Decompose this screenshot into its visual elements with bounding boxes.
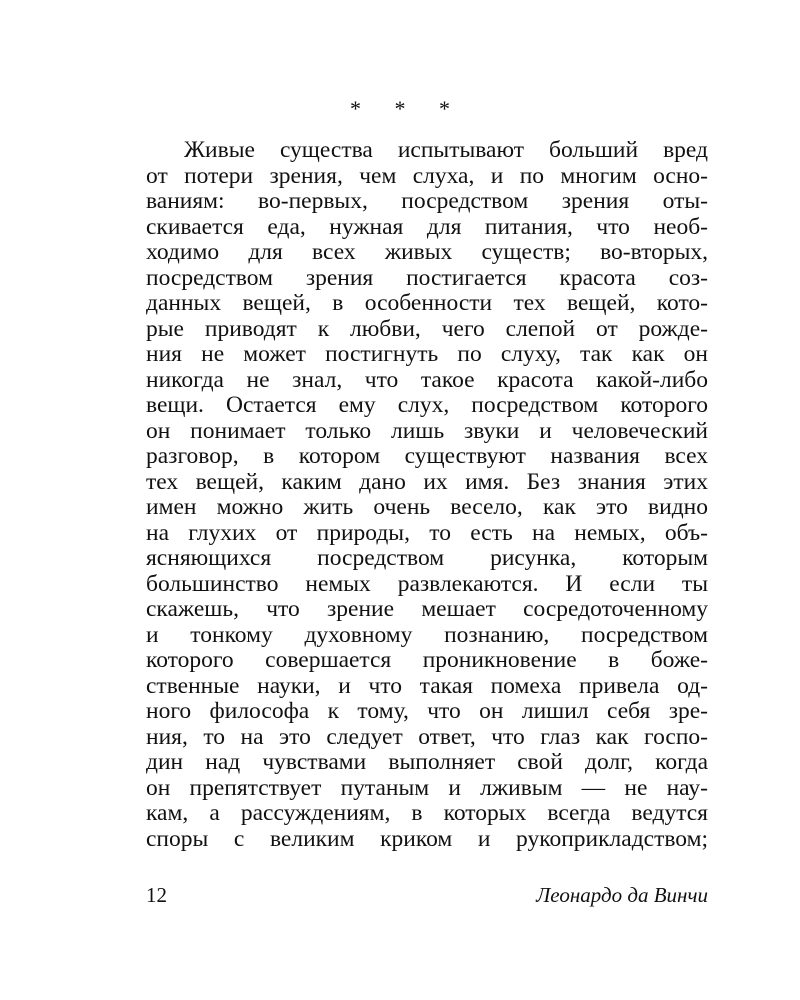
text-line: кам, а рассуждениям, в которых всегда ведутся	[146, 800, 708, 826]
text-line: ния, то на это следует ответ, что глаз как госпо-	[146, 723, 708, 750]
body-text	[146, 138, 708, 852]
text-line: Живые существа испытывают больший вред	[184, 137, 708, 163]
text-line: тех вещей, каким дано их имя. Без знания этих	[146, 468, 708, 495]
text-line: посредством зрения постигается красота соз-	[146, 264, 708, 291]
text-line: никогда не знал, что такое красота какой-либо	[146, 366, 708, 393]
text-line: споры с великим криком и рукоприкладством;	[146, 825, 708, 852]
text-line: ного философа к тому, что он лишил себя зре-	[146, 698, 708, 724]
text-line: ходимо для всех живых существ; во-вторых,	[146, 239, 708, 265]
text-line: от потери зрения, чем слуха, и по многим осно-	[146, 162, 708, 189]
text-line: на глухих от природы, то есть на немых, объ-	[146, 519, 708, 546]
text-line: которого совершается проникновение в боже-	[146, 647, 708, 673]
text-line: ваниям: во-первых, посредством зрения оты-	[146, 188, 708, 214]
text-line: дин над чувствами выполняет свой долг, когда	[146, 749, 708, 775]
text-line: он понимает только лишь звуки и человеческий	[146, 417, 708, 444]
text-line: вещи. Остается ему слух, посредством которого	[146, 392, 708, 418]
text-line: ственные науки, и что такая помеха привела од-	[146, 672, 708, 699]
text-line: скивается еда, нужная для питания, что необ-	[146, 213, 708, 240]
page-number: 12	[146, 883, 167, 907]
text-line: разговор, в котором существуют названия всех	[146, 443, 708, 469]
text-line: рые приводят к любви, чего слепой от рожде-	[146, 315, 708, 342]
text-line: имен можно жить очень весело, как это видно	[146, 494, 708, 520]
section-separator: * * *	[350, 96, 464, 121]
text-line: данных вещей, в особенности тех вещей, кото-	[146, 290, 708, 316]
text-line: большинство немых развлекаются. И если ты	[146, 570, 708, 597]
running-head: Леонардо да Винчи	[536, 883, 708, 907]
text-line: ясняющихся посредством рисунка, которым	[146, 545, 708, 571]
text-line: скажешь, что зрение мешает сосредоточенному	[146, 596, 708, 622]
text-line: ния не может постигнуть по слуху, так как он	[146, 341, 708, 367]
text-line: и тонкому духовному познанию, посредством	[146, 621, 708, 648]
text-line: он препятствует путаным и лживым — не нау-	[146, 774, 708, 801]
